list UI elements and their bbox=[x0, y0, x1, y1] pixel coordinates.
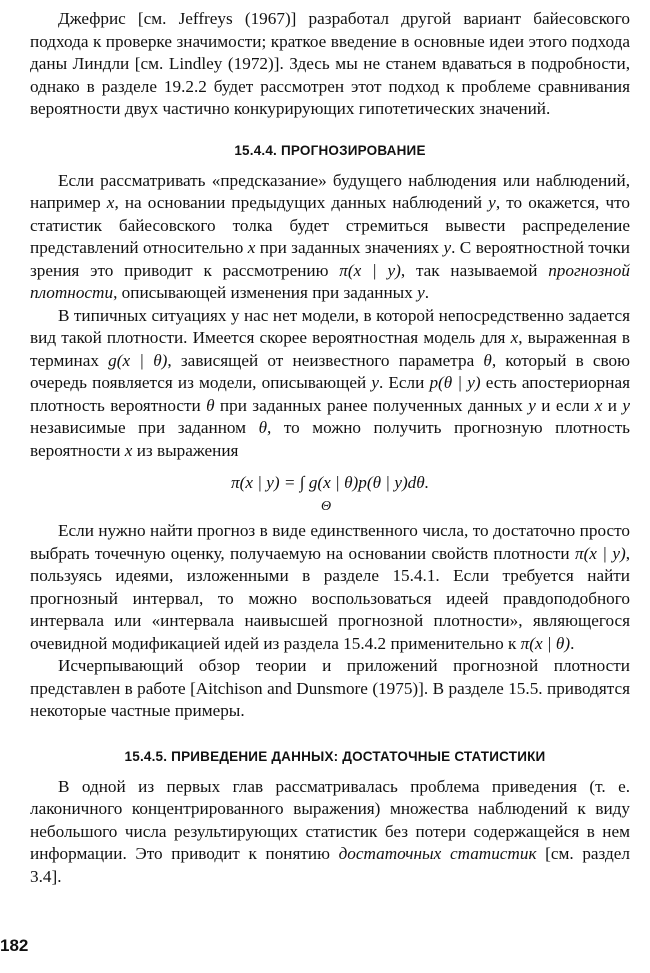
term-sufficient-statistics: достаточных статистик bbox=[338, 844, 537, 863]
section-heading-data-reduction: 15.4.5. ПРИВЕДЕНИЕ ДАННЫХ: ДОСТАТОЧНЫЕ СТАТИСТИКИ bbox=[124, 748, 546, 764]
forecasting-paragraph-1: Если рассматривать «предсказание» будущего наблюдения или наблюдений, например x, на основании предыдущих данных наблюдений y, то окажется, что статистик байесовского толка будет стремиться вывести распределение представлений относительно x при заданных значениях y. С вероятностной точки зрения это приводит к рассмотрению π(x | y), так называемой прогнозной плотности, описывающей изменения при заданных y. bbox=[30, 170, 630, 302]
term-predictive-density: прогнозной плотности bbox=[30, 260, 630, 302]
data-reduction-paragraph-1: В одной из первых глав рассматривалась проблема приведения (т. е. лаконичного концентрированного выражения) множества наблюдений к виду небольшого числа результирующих статистик без потери содержащейся в нем информации. Это приводит к понятию достаточных статистик [см. раздел 3.4]. bbox=[30, 776, 630, 886]
forecasting-paragraph-3: Если нужно найти прогноз в виде единственного числа, то достаточно просто выбрать точечную оценку, получаемую на основании свойств плотности π(x | y), пользуясь идеями, изложенными в разделе 15.4.1. Если требуется найти прогнозный интервал, то можно воспользоваться идеей правдоподобного интервала или «интервала наивысшей прогнозной плотности», являющегося очевидной модификацией идей из раздела 15.4.2 применительно к π(x | θ). bbox=[30, 521, 630, 653]
predictive-density-formula bbox=[30, 462, 630, 520]
formula-integral-domain: Θ bbox=[321, 499, 332, 514]
forecasting-paragraph-4: Исчерпывающий обзор теории и приложений прогнозной плотности представлен в работе [Aitchison and Dunsmore (1975)]. В разделе 15.5. приводятся некоторые частные примеры. bbox=[30, 656, 630, 720]
page-number: 182 bbox=[0, 936, 29, 955]
section-heading-forecasting: 15.4.4. ПРОГНОЗИРОВАНИЕ bbox=[234, 142, 426, 158]
formula-main: π(x | y) = ∫ g(x | θ)p(θ | y)dθ. bbox=[230, 473, 430, 492]
forecasting-paragraph-2: В типичных ситуациях у нас нет модели, в которой непосредственно задается вид такой плотности. Имеется скорее вероятностная модель для x, выраженная в терминах g(x | θ), зависящей от неизвестного параметра θ, который в свою очередь появляется из модели, описывающей y. Если p(θ | y) есть апостериорная плотность вероятности θ при заданных ранее полученных данных y и если x и y независимые при заданном θ, то можно получить прогнозную плотность вероятности x из выражения bbox=[30, 305, 631, 460]
page-body bbox=[30, 8, 630, 888]
intro-paragraph: Джефрис [см. Jeffreys (1967)] разработал другой вариант байесовского подхода к проверке значимости; краткое введение в основные идеи этого подхода даны Линдли [см. Lindley (1972)]. Здесь мы не станем вдаваться в подробности, однако в разделе 19.2.2 будет рассмотрен этот подход к проблеме сравнивания вероятности двух частично конкурирующих гипотетических значений. bbox=[30, 9, 630, 118]
